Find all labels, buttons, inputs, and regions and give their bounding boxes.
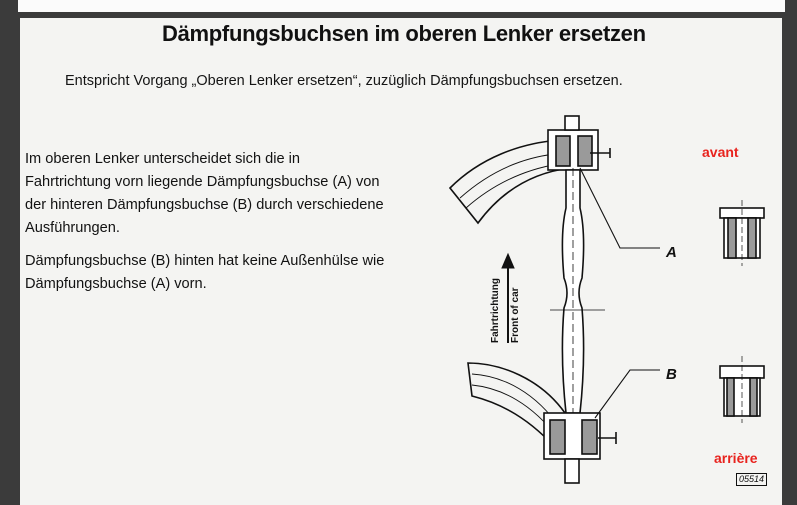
page-title: Dämpfungsbuchsen im oberen Lenker ersetzen: [162, 21, 646, 46]
direction-label-en: Front of car: [510, 287, 521, 343]
scanned-page: [20, 18, 782, 505]
bushing-b-label: B: [666, 366, 677, 383]
front-annotation: avant: [702, 144, 739, 160]
leader-line-a: [580, 168, 660, 248]
rear-annotation: arrière: [714, 450, 758, 466]
figure-code: 05514: [736, 473, 767, 486]
direction-label-de: Fahrtrichtung: [490, 278, 501, 343]
bushing-a-label: A: [666, 244, 677, 261]
paragraph-bushing-b-note: Dämpfungsbuchse (B) hinten hat keine Außenhülse wie Dämpfungsbuchse (A) vorn.: [25, 253, 385, 292]
leader-line-b: [595, 370, 660, 418]
page-subtitle: Entspricht Vorgang „Oberen Lenker ersetzen“, zuzüglich Dämpfungsbuchsen ersetzen.: [65, 73, 623, 89]
control-arm-diagram: [20, 18, 782, 505]
paragraph-bushing-difference: Im oberen Lenker unterscheidet sich die in Fahrtrichtung vorn liegende Dämpfungsbuchse (A) von der hinteren Dämpfungsbuchse (B) durch verschiedene Ausführungen.: [25, 151, 384, 236]
top-page-strip: [18, 0, 785, 12]
